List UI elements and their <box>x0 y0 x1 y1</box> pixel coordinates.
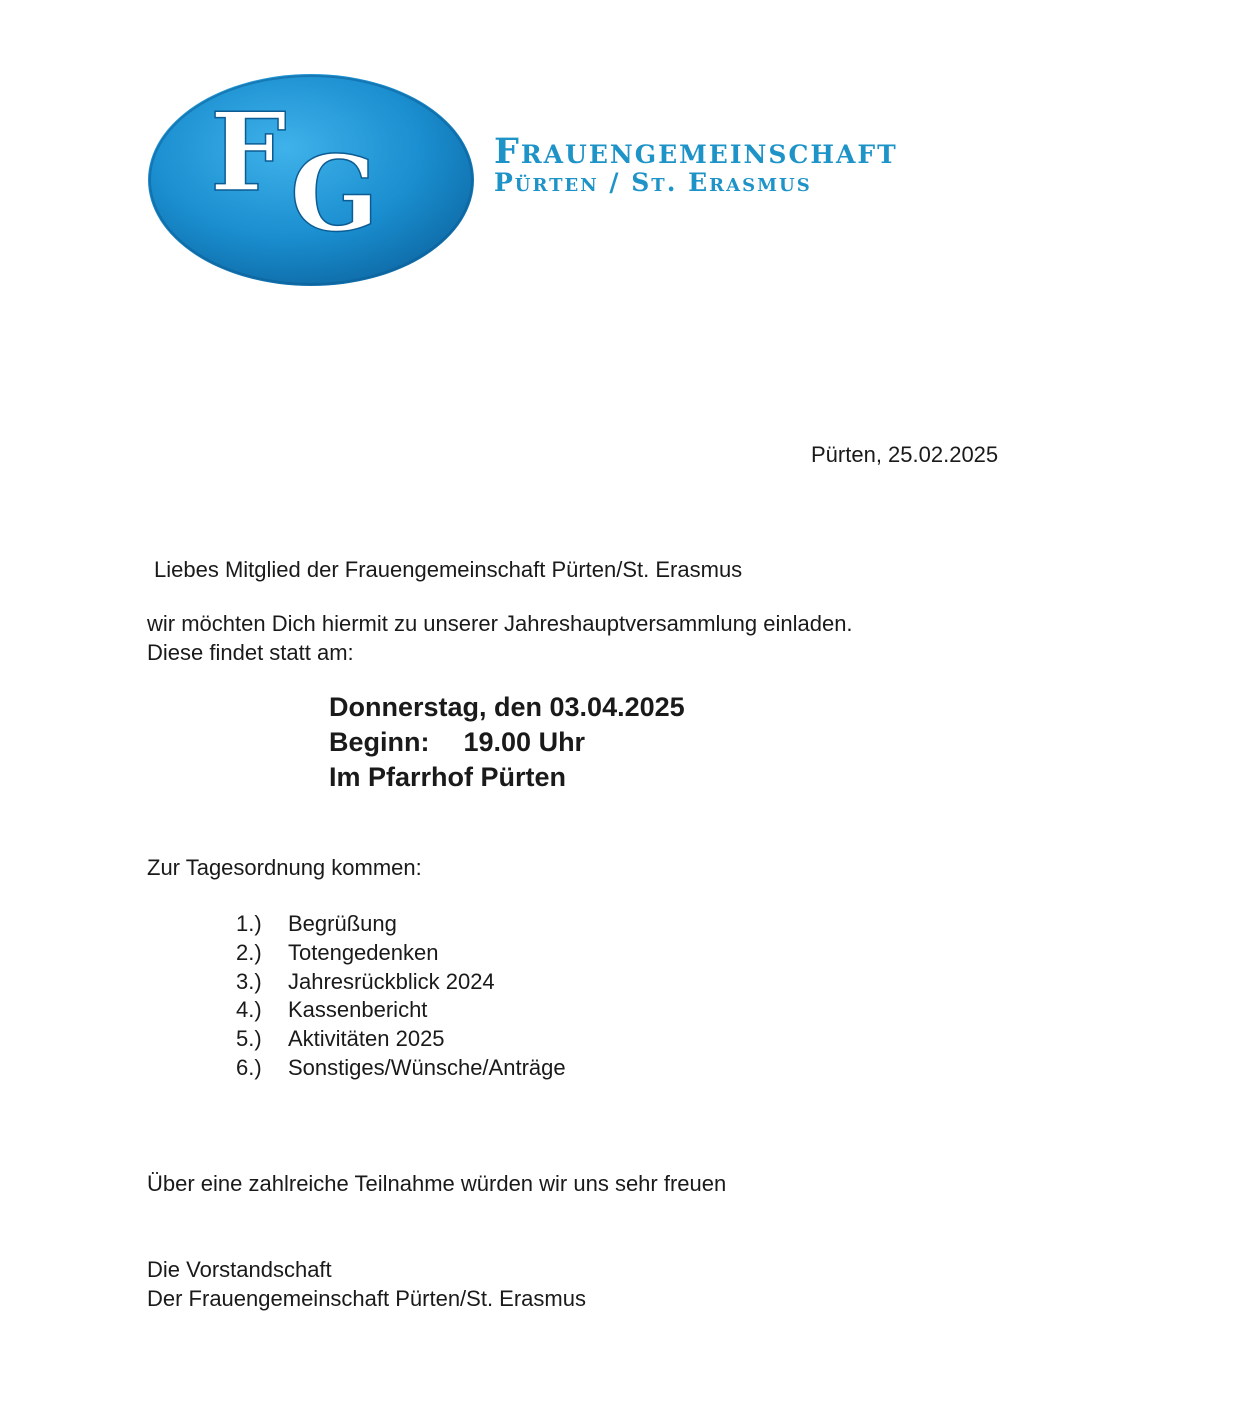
agenda-item-number: 3.) <box>236 968 262 994</box>
agenda-item-label: Kassenbericht <box>288 997 428 1023</box>
agenda-item-label: Aktivitäten 2025 <box>288 1026 445 1052</box>
agenda-item-label: Sonstiges/Wünsche/Anträge <box>288 1054 566 1080</box>
agenda-item-number: 6.) <box>236 1054 262 1080</box>
agenda-item <box>236 996 566 1025</box>
intro-paragraph <box>147 609 853 667</box>
organization-name-line1: Frauengemeinschaft <box>494 131 898 172</box>
event-day: Donnerstag, den 03.04.2025 <box>329 692 685 722</box>
agenda-item-number: 4.) <box>236 997 262 1023</box>
agenda-item-number: 2.) <box>236 939 262 965</box>
agenda-item-label: Totengedenken <box>288 939 439 965</box>
agenda-item-label: Begrüßung <box>288 911 397 936</box>
closing-sentence: Über eine zahlreiche Teilnahme würden wir uns sehr freuen <box>147 1171 727 1196</box>
agenda-item <box>236 1025 566 1054</box>
agenda-item <box>236 939 566 968</box>
salutation: Liebes Mitglied der Frauengemeinschaft Pürten/St. Erasmus <box>154 557 743 582</box>
logo-letter-g: G <box>290 132 379 255</box>
agenda-item <box>236 910 566 939</box>
agenda-item <box>236 1054 566 1083</box>
fg-logo <box>146 72 476 288</box>
event-details <box>329 690 685 795</box>
signature <box>147 1255 586 1313</box>
signature-line-2: Der Frauengemeinschaft Pürten/St. Erasmus <box>147 1286 586 1311</box>
agenda-item-label: Jahresrückblick 2024 <box>288 968 495 994</box>
letter-date: Pürten, 25.02.2025 <box>811 442 999 467</box>
agenda-title: Zur Tagesordnung kommen: <box>147 855 422 880</box>
event-place: Im Pfarrhof Pürten <box>329 762 567 792</box>
organization-name-line2: Pürten / St. Erasmus <box>494 168 812 197</box>
signature-line-1: Die Vorstandschaft <box>147 1257 332 1282</box>
agenda-item <box>236 968 566 997</box>
intro-line-1: wir möchten Dich hiermit zu unserer Jahreshauptversammlung einladen. <box>147 611 853 636</box>
agenda-list <box>236 910 566 1083</box>
agenda-item-number: 1.) <box>236 911 262 936</box>
logo-letter-f: F <box>210 90 287 216</box>
event-time-value: 19.00 Uhr <box>463 727 586 757</box>
agenda-item-number: 5.) <box>236 1026 262 1052</box>
intro-line-2: Diese findet statt am: <box>147 640 354 665</box>
event-time-label: Beginn: <box>329 727 430 757</box>
event-time <box>329 725 685 760</box>
organization-name <box>494 133 898 197</box>
